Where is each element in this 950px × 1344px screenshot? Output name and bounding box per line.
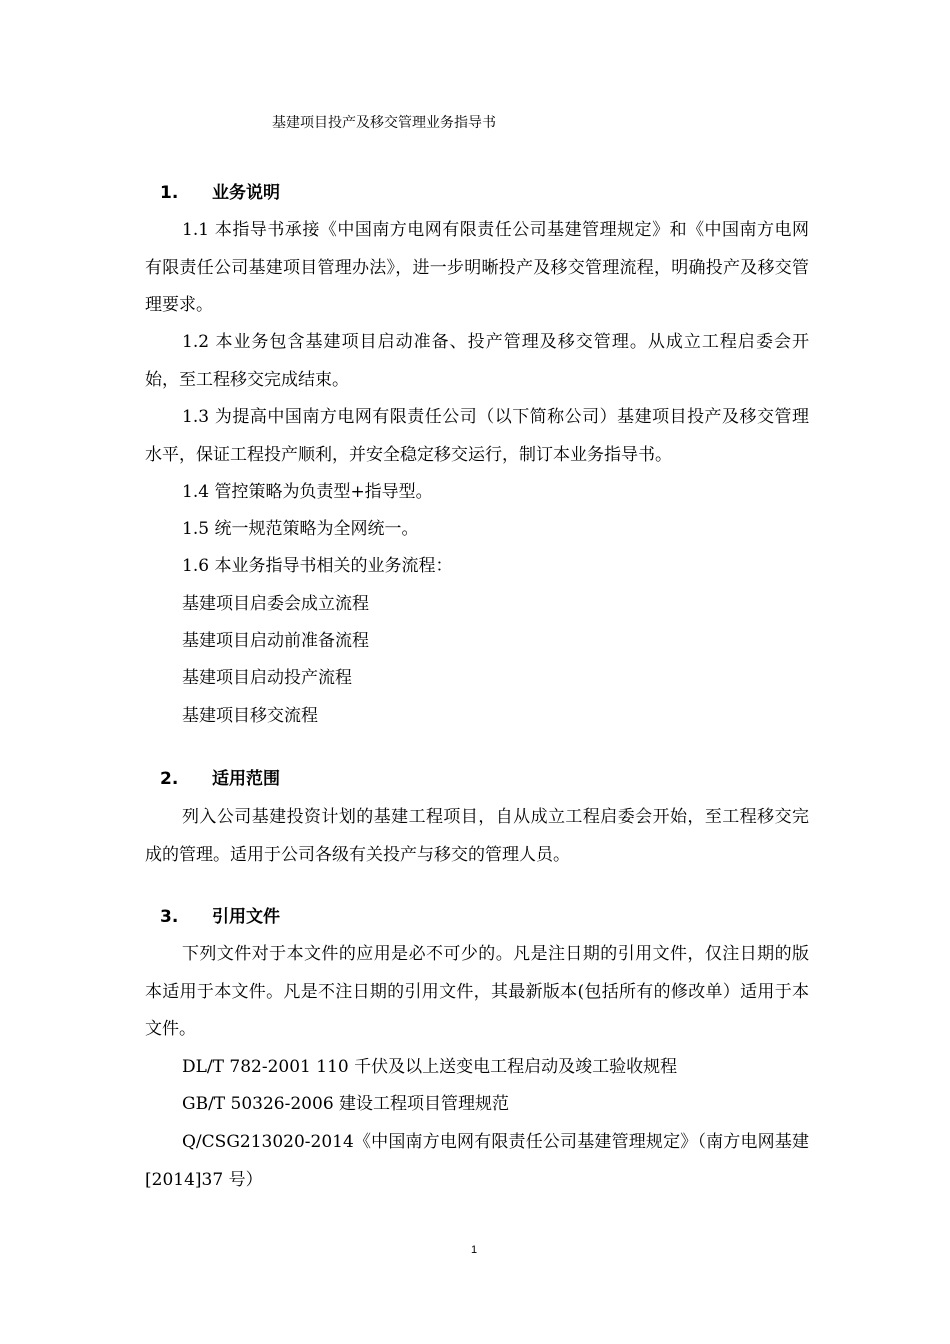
paragraph: 1.5 统一规范策略为全网统一。	[182, 519, 419, 539]
paragraph: 列入公司基建投资计划的基建工程项目，自从成立工程启委会开始，至工程移交完成的管理。适用于公司各级有关投产与移交的管理人员。	[145, 807, 809, 865]
process-item: 基建项目启动投产流程	[182, 668, 352, 688]
section-title: 适用范围	[212, 769, 280, 789]
section-heading	[160, 902, 280, 927]
reference-item: DL/T 782-2001 110 千伏及以上送变电工程启动及竣工验收规程	[182, 1057, 678, 1077]
page-number: 1	[471, 1244, 478, 1256]
section-number: 3.	[160, 907, 179, 927]
paragraph: 1.3 为提高中国南方电网有限责任公司（以下简称公司）基建项目投产及移交管理水平，保证工程投产顺利，并安全稳定移交运行，制订本业务指导书。	[145, 407, 809, 465]
section-heading	[160, 764, 280, 789]
paragraph: 1.2 本业务包含基建项目启动准备、投产管理及移交管理。从成立工程启委会开始，至工程移交完成结束。	[145, 332, 809, 390]
section-number: 1.	[160, 183, 179, 203]
section-number: 2.	[160, 769, 179, 789]
reference-item: Q/CSG213020-2014《中国南方电网有限责任公司基建管理规定》（南方电网基建[2014]37 号）	[145, 1132, 809, 1190]
process-item: 基建项目移交流程	[182, 706, 318, 726]
paragraph: 1.4 管控策略为负责型+指导型。	[182, 482, 433, 502]
paragraph: 1.1 本指导书承接《中国南方电网有限责任公司基建管理规定》和《中国南方电网有限责任公司基建项目管理办法》，进一步明晰投产及移交管理流程，明确投产及移交管理要求。	[145, 220, 809, 315]
section-heading	[160, 178, 280, 203]
section-title: 业务说明	[212, 183, 280, 203]
document-title: 基建项目投产及移交管理业务指导书	[272, 115, 496, 131]
process-item: 基建项目启委会成立流程	[182, 594, 369, 614]
paragraph: 1.6 本业务指导书相关的业务流程：	[182, 556, 453, 576]
section-title: 引用文件	[212, 907, 280, 927]
reference-item: GB/T 50326-2006 建设工程项目管理规范	[182, 1094, 510, 1114]
process-item: 基建项目启动前准备流程	[182, 631, 369, 651]
paragraph: 下列文件对于本文件的应用是必不可少的。凡是注日期的引用文件，仅注日期的版本适用于本文件。凡是不注日期的引用文件，其最新版本(包括所有的修改单）适用于本文件。	[145, 944, 809, 1039]
